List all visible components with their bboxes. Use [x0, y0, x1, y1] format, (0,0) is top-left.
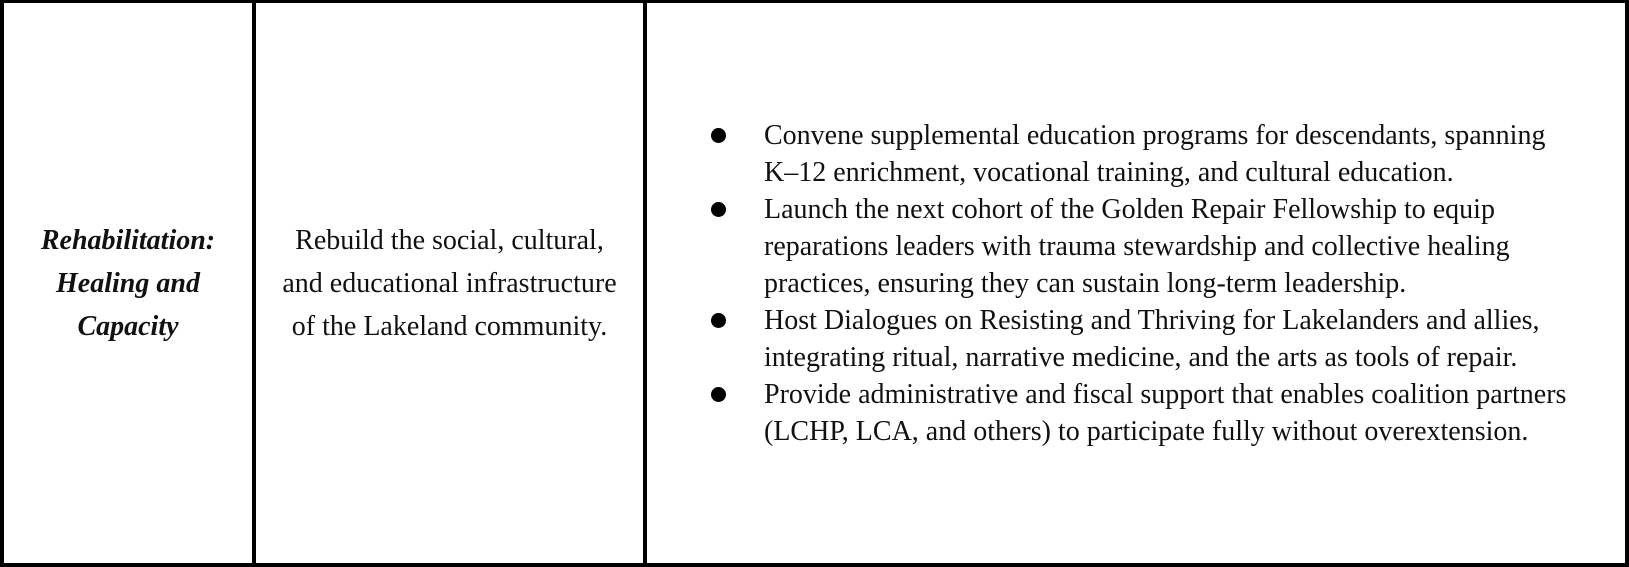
action-text: Launch the next cohort of the Golden Repair Fellowship to equip reparations leaders with trauma stewardship and collective healing practices, ensuring they can sustain long-term leadership.	[764, 193, 1510, 299]
bullet-icon	[711, 387, 726, 402]
bullet-icon	[711, 313, 726, 328]
list-item	[711, 191, 1574, 302]
action-text: Host Dialogues on Resisting and Thriving for Lakelanders and allies, integrating ritual, narrative medicine, and the arts as tools of repair.	[764, 304, 1540, 373]
bullet-icon	[711, 128, 726, 143]
list-item	[711, 117, 1574, 191]
goal-text: Rebuild the social, cultural, and educational infrastructure of the Lakeland community.	[282, 224, 617, 342]
list-item	[711, 302, 1574, 376]
goal-cell	[256, 3, 643, 563]
action-list	[711, 117, 1574, 450]
category-label: Rehabilitation: Healing and Capacity	[40, 224, 216, 342]
actions-cell	[647, 3, 1625, 563]
bullet-icon	[711, 202, 726, 217]
list-item	[711, 376, 1574, 450]
action-text: Convene supplemental education programs for descendants, spanning K–12 enrichment, vocational training, and cultural education.	[764, 119, 1546, 188]
category-cell	[4, 3, 252, 563]
action-text: Provide administrative and fiscal support that enables coalition partners (LCHP, LCA, and others) to participate fully without overextension.	[764, 378, 1567, 447]
